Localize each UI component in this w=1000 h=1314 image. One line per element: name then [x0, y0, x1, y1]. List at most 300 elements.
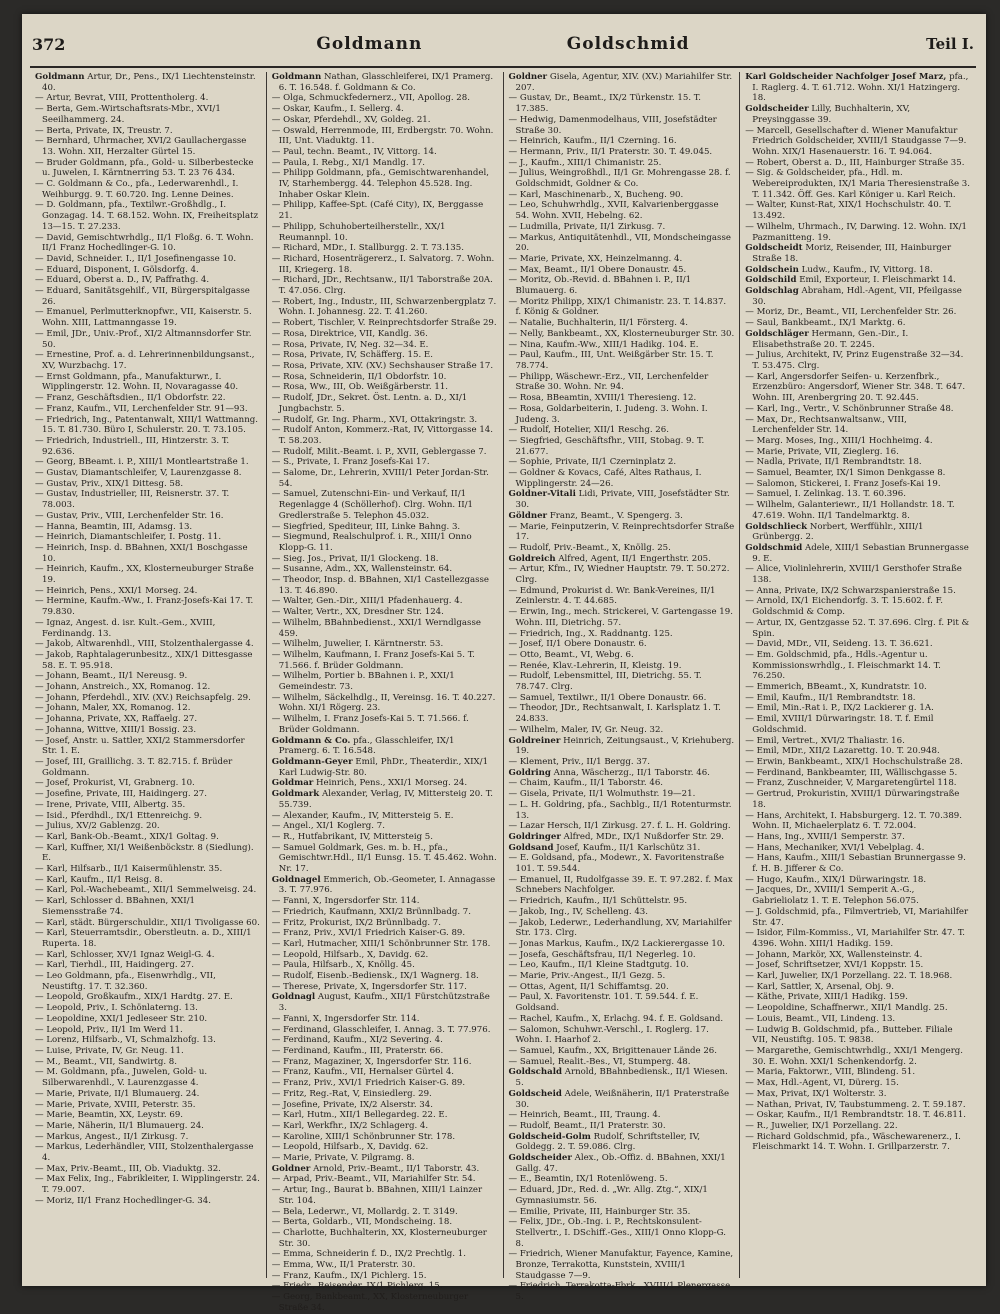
directory-entry [272, 650, 498, 671]
entry-details: — Alice, Violinlehrerin, XVIII/1 Gersthofer Straße 138. [745, 564, 962, 586]
directory-entry [745, 1100, 971, 1111]
entry-details: — Bruder Goldmann, pfa., Gold- u. Silberbestecke u. Juwelen, I. Kärntnerring 53. T. 23 76 434. [35, 157, 254, 179]
directory-entry [272, 1228, 498, 1249]
entry-details: — Hermann, Priv., II/1 Praterstr. 30. T. 49.045. [508, 146, 713, 157]
entry-details: — Ludmilla, Private, II/1 Zirkusg. 7. [508, 221, 666, 232]
directory-entry [272, 340, 498, 351]
entry-details: — R., Hutfabrikant, IV, Mittersteig 5. [271, 831, 434, 842]
directory-entry [745, 72, 971, 104]
directory-entry [35, 885, 261, 896]
directory-entry [509, 832, 735, 843]
entry-details: — Josef, Schriftsetzer, XVI/1 Koppstr. 15. [745, 960, 924, 971]
entry-details: — Leopold, Priv., I. Schönlaterng. 13. [35, 1003, 198, 1014]
directory-entry [35, 1164, 261, 1175]
entry-details: — M., Beamt., VII, Sandwirtg. 8. [35, 1056, 177, 1067]
entry-details: — Karoline, XIII/1 Schönbrunner Str. 178. [271, 1131, 456, 1142]
entry-details: — Karl, städt. Bürgerschuldir., XII/1 Tivoligasse 60. [35, 917, 260, 928]
entry-details: — Leo, Schuhwrhdlg., XVII, Kalvarienberggasse 54. Wohn. XVII, Hebelng. 62. [508, 200, 719, 222]
entry-details: — Emil, Vertret., XVI/2 Thaliastr. 16. [745, 735, 905, 746]
directory-entry [272, 843, 498, 875]
entry-details: — Rudolf, Gr. Ing. Pharm., XVI, Ottakringstr. 3. [271, 414, 478, 425]
directory-entry [509, 1110, 735, 1121]
entry-details: — Karl, Juwelier, IX/1 Porzellang. 22. T. 18.968. [745, 971, 953, 982]
entry-details: — Karl, Steuerramtsdir., Oberstleutn. a. D., XIII/1 Ruperta. 18. [35, 928, 252, 949]
entry-details: — Philipp, Kaffee-Spt. (Café City), IX, Berggasse 21. [271, 200, 484, 222]
entry-details: — Artur, Kfm., IV, Wiedner Hauptstr. 79. T. 50.272. Clrg. [508, 564, 730, 586]
entry-details: — Heinrich, Diamantschleifer, I. Postg. 11. [35, 532, 222, 543]
entry-details: — Ignaz, Angest. d. isr. Kult.-Gem., XVIII, Ferdinandg. 13. [35, 617, 216, 639]
directory-entry [35, 800, 261, 811]
entry-details: — Marie, Feinputzerin, V. Reinprechtsdorfer Straße 17. [508, 521, 735, 543]
directory-entry [509, 158, 735, 169]
directory-entry [745, 1046, 971, 1067]
directory-entry [35, 928, 261, 949]
entry-surname: Goldmark [271, 789, 320, 800]
entry-details: — Karl, Pol.-Wachebeamt., XII/1 Semmelweisg. 24. [35, 885, 257, 896]
entry-details: — Samuel, Realit.-Bes., VI, Stumperg. 48. [508, 1056, 691, 1067]
entry-details: — Walter, Gen.-Dir., XIII/1 Pfadenhauerg. 4. [271, 596, 463, 607]
directory-entry [35, 564, 261, 585]
entry-details: — Samuel, Textilwr., II/1 Obere Donaustr. 66. [508, 692, 707, 703]
directory-entry [509, 736, 735, 757]
entry-details: — Friedr., Reisender, IX/1 Pichlerg. 15. [271, 1281, 443, 1292]
directory-entry [272, 875, 498, 896]
directory-entry [745, 928, 971, 949]
directory-entry [745, 543, 971, 564]
entry-details: Alex., Ob.-Offiz. d. BBahnen, XXI/1 Gallg. 47. [515, 1153, 726, 1174]
directory-entry [272, 832, 498, 843]
entry-details: — Goldner & Kovacs, Café, Altes Rathaus, I. Wipplingerstr. 24—26. [508, 468, 702, 489]
entry-surname: Goldner [508, 72, 548, 82]
entry-details: — Hans, Mechaniker, XVI/1 Vebelplag. 4. [745, 842, 925, 853]
directory-entry [35, 72, 261, 93]
entry-details: — Wilhelm, Kaufmann, I. Franz Josefs-Kai 5. T. 71.566. f. Brüder Goldmann. [271, 649, 475, 671]
directory-entry [35, 1046, 261, 1057]
directory-entry [272, 1174, 498, 1185]
directory-entry [745, 200, 971, 221]
directory-entry [35, 736, 261, 757]
directory-entry [35, 586, 261, 597]
entry-details: — Julius, Weingroßhdl., II/1 Gr. Mohrengasse 28. f. Goldschmidt, Goldner & Co. [508, 168, 731, 190]
directory-entry [509, 982, 735, 993]
entry-details: — Wilhelm, I. Franz Josefs-Kai 5. T. 71.566. f. Brüder Goldmann. [271, 714, 469, 735]
entry-details: — Leopoldine, Schaffnerwr., XII/1 Mandlg. 25. [745, 1003, 948, 1014]
entry-details: — Karl, Tierhdl., III, Haidingerg. 27. [35, 960, 194, 971]
entry-details: — Moritz, Ob.-Revid. d. BBahnen i. P., II/1 Blumauerg. 6. [508, 275, 692, 297]
entry-details: — Wilhelm, Juwelier, I. Kärntnerstr. 53. [271, 639, 444, 650]
entry-details: — Sophie, Private, II/1 Czerninplatz 2. [508, 457, 677, 468]
entry-details: — Erwin, Ing., mech. Strickerei, V. Gartengasse 19. Wohn. III, Dietrichg. 57. [508, 607, 733, 628]
directory-entry [509, 778, 735, 789]
directory-entry [35, 703, 261, 714]
directory-entry [35, 329, 261, 350]
directory-entry [509, 1185, 735, 1206]
entry-details: — Arpad, Priv.-Beamt., VII, Mariahilfer Str. 54. [271, 1174, 476, 1185]
entry-details: — Salomon, Schuhwr.-Verschl., I. Roglerg. 17. Wohn. I. Haarhof 2. [508, 1024, 709, 1046]
directory-entry [745, 618, 971, 639]
directory-entry [745, 596, 971, 617]
entry-details: — Rosa, Schneiderin, II/1 Obdorfstr. 10. [271, 371, 447, 382]
entry-details: — Jakob, Raphtalagerunbesitz., XIX/1 Dittesgasse 58. E. T. 95.918. [35, 649, 253, 671]
entry-details: — Walter, Vertr., XX, Dresdner Str. 124. [271, 607, 444, 618]
entry-details: — Emil, MDr., XII/2 Lazarettg. 10. T. 20.948. [745, 746, 940, 757]
directory-entry [272, 1057, 498, 1068]
entry-details: — L. H. Goldring, pfa., Sachblg., II/1 Rotenturmstr. 13. [508, 799, 732, 821]
directory-entry [509, 843, 735, 854]
entry-details: — David, Schneider. I., II/1 Josefinengasse 10. [35, 253, 237, 264]
entry-details: — Karl, Hilfsarb., II/1 Kaisermühlenstr. 35. [35, 864, 223, 875]
directory-entry [272, 425, 498, 446]
directory-entry [272, 1142, 498, 1153]
entry-details: — Karl, Sattler, X, Arsenal, Obj. 9. [745, 981, 894, 992]
entry-details: — Friedrich, Kaufm., II/1 Schüttelstr. 95. [508, 896, 688, 907]
entry-details: — Rudolf, Eisenb.-Bediensk., IX/1 Wagnerg. 18. [271, 971, 479, 982]
entry-surname: Goldscheidt [745, 243, 803, 254]
directory-entry [35, 275, 261, 286]
directory-entry [272, 811, 498, 822]
directory-entry [35, 596, 261, 617]
entry-details: — Rosa, Direktrice, VII, Kandlg. 36. [271, 328, 428, 339]
directory-entry [745, 307, 971, 318]
directory-entry [745, 489, 971, 500]
directory-entry [272, 596, 498, 607]
column-1 [30, 72, 267, 1278]
entry-details: — Heinrich, Kaufm., XX, Klosterneuburger Straße 19. [35, 564, 254, 586]
directory-entry [272, 1121, 498, 1132]
directory-entry [745, 950, 971, 961]
entry-surname: Goldsand [508, 842, 554, 853]
entry-details: — Josef, II/1 Obere Donaustr. 6. [508, 639, 647, 650]
entry-details: — Jonas Markus, Kaufm., IX/2 Lackierergasse 10. [508, 938, 726, 949]
running-head-left: Goldmann [316, 34, 423, 54]
entry-details: — Hedwig, Damenmodelhaus, VIII, Josefstädter Straße 30. [508, 114, 717, 136]
entry-details: — Hans, Architekt, I. Habsburgerg. 12. T. 70.389. Wohn. II, Michaelerplatz 6. T. 72.004. [745, 810, 962, 832]
directory-entry [509, 393, 735, 404]
entry-details: — Karl, Bank-Ob.-Beamt., XIX/1 Goltag. 9. [35, 831, 219, 842]
directory-entry [35, 479, 261, 490]
directory-entry [272, 1014, 498, 1025]
directory-entry [35, 307, 261, 328]
directory-entry [272, 168, 498, 200]
entry-details: — Nadla, Private, II/1 Rembrandtstr. 18. [745, 457, 922, 468]
directory-entry [272, 939, 498, 950]
entry-details: — Johanna, Wittve, XIII/1 Bossig. 23. [35, 724, 197, 735]
entry-details: — Ludwig B. Goldschmid, pfa., Butteber. Filiale VII, Neustiftg. 105. T. 9838. [745, 1024, 953, 1046]
entry-surname: Goldmann [271, 72, 322, 82]
entry-details: — Irene, Private, VIII, Albertg. 35. [35, 799, 186, 810]
entry-details: — Josef, Anstr. u. Sattler, XXI/2 Stammersdorfer Str. 1. E. [35, 735, 245, 757]
entry-surname: Goldschlieck [745, 521, 808, 532]
entry-details: — Richard, JDr., Rechtsanw., II/1 Taborstraße 20A. T. 47.056. Clrg. [271, 275, 493, 297]
entry-details: Heinrich, Zeitungsaust., V, Kriehuberg. 19. [515, 735, 735, 757]
entry-details: — Markus, Antiquitätenhdl., VII, Mondscheingasse 20. [508, 232, 731, 254]
directory-entry [35, 1035, 261, 1046]
entry-details: — Franz, Kaufm., IX/1 Pichlerg. 15. [271, 1270, 427, 1281]
entry-details: — Rosa, Goldarbeiterin, I. Judeng. 3. Wohn. I. Judeng. 3. [508, 403, 708, 425]
entry-surname: Goldmann & Co. [271, 735, 351, 746]
directory-entry [745, 1003, 971, 1014]
entry-details: — Heinrich, Insp. d. BBahnen, XXI/1 Boschgasse 10. [35, 542, 248, 564]
entry-details: — Saul, Bankbeamt., IX/1 Marktg. 6. [745, 318, 906, 329]
entry-details: — Rosa, Private, XIV. (XV.) Sechshauser Straße 17. [271, 360, 494, 371]
entry-details: — Leo Goldmann, pfa., Eisenwrhdlg., VII, Neustiftg. 17. T. 32.360. [35, 971, 216, 992]
entry-details: — Gisela, Private, II/1 Wolmuthstr. 19—21. [508, 789, 696, 800]
entry-details: — Marie, Private, XX, Heinzelmanng. 4. [508, 253, 683, 264]
directory-entry [745, 265, 971, 276]
directory-entry [35, 372, 261, 393]
entry-surname: Goldschmid [745, 542, 803, 553]
directory-entry [509, 115, 735, 136]
directory-entry [509, 436, 735, 457]
directory-entry [35, 896, 261, 917]
entry-details: — Olga, Schmuckfedernerz., VII, Apollog. 28. [271, 93, 470, 104]
entry-details: — Julius, Architekt, IV, Prinz Eugenstraße 32—34. T. 53.475. Clrg. [745, 350, 964, 371]
directory-entry [745, 703, 971, 714]
directory-entry [745, 1014, 971, 1025]
directory-entry [35, 714, 261, 725]
entry-details: — Lorenz, Hilfsarb., VI, Schmalzhofg. 13. [35, 1035, 216, 1046]
entry-details: pfa., Glasschleifer, IX/1 Pramerg. 6. T. 16.548. [278, 735, 455, 757]
directory-entry [745, 564, 971, 585]
directory-entry [509, 1174, 735, 1185]
entry-details: — Rosa, BBeamtin, XVIII/1 Theresieng. 12. [508, 393, 697, 404]
directory-entry [745, 275, 971, 286]
entry-details: — Friedrich, Wiener Manufaktur, Fayence, Kamine, Bronze, Terrakotta, Kunststein, XVIII/1 Staudgasse 7—9. [508, 1249, 734, 1281]
directory-entry [35, 93, 261, 104]
directory-entry [509, 318, 735, 329]
entry-details: — Ernst Goldmann, pfa., Manufakturwr., I. Wipplingerstr. 12. Wohn. II, Novaragasse 40. [35, 371, 239, 393]
entry-details: — Ferdinand, Kaufm., XI/2 Severing. 4. [271, 1035, 443, 1046]
entry-details: — Paula, Hilfsarb., X, Knöllg. 45. [271, 960, 415, 971]
entry-details: — Therese, Private, X, Ingersdorfer Str. 117. [271, 981, 467, 992]
entry-details: Alexander, Verlag, IV, Mittersteig 20. T. 55.739. [278, 789, 493, 810]
directory-entry [509, 1121, 735, 1132]
entry-surname: Goldner-Vitali [508, 489, 576, 500]
entry-details: — Oswald, Herrenmode, III, Erdbergstr. 70. Wohn. III, Unt. Viaduktg. 11. [271, 125, 494, 147]
directory-entry [35, 233, 261, 254]
entry-details: — Theodor, Insp. d. BBahnen, XI/1 Castellezgasse 13. T. 46.890. [271, 575, 489, 596]
entry-details: — Susanne, Adm., XX, Wallensteinstr. 64. [271, 564, 453, 575]
entry-details: — Johann, Anstreich., XX, Romanog. 12. [35, 682, 211, 693]
directory-entry [745, 746, 971, 757]
directory-entry [272, 350, 498, 361]
directory-entry [35, 757, 261, 778]
directory-page [22, 14, 986, 1313]
entry-surname: Goldscheid [508, 1088, 562, 1099]
entry-details: — Samuel, Beamter, IX/1 Simon Denkgasse 8. [745, 468, 946, 479]
entry-details: — Maria, Faktorwr., VIII, Blindeng. 51. [745, 1067, 916, 1078]
directory-entry [35, 618, 261, 639]
entry-details: — Franz, Kaufm., VII, Hernalser Gürtel 4. [271, 1067, 455, 1078]
directory-entry [35, 1025, 261, 1036]
entry-details: — Heinrich, Kaufm., II/1 Czerning. 16. [508, 136, 677, 147]
directory-entry [745, 650, 971, 682]
directory-entry [35, 725, 261, 736]
directory-entry [745, 811, 971, 832]
entry-details: Lilly, Buchhalterin, XV, Preysinggasse 39. [752, 104, 911, 125]
directory-entry [35, 489, 261, 510]
directory-entry [35, 682, 261, 693]
directory-entry [272, 200, 498, 221]
directory-entry [272, 960, 498, 971]
entry-details: — Josefine, Private, III, Haidingerg. 27. [35, 789, 208, 800]
entry-details: Nathan, Glasschleiferei, IX/1 Pramerg. 6. T. 16.548. f. Goldmann & Co. [278, 72, 494, 93]
entry-details: Heinrich, Pens., XXI/1 Morseg. 24. [316, 778, 468, 789]
directory-entry [509, 425, 735, 436]
directory-entry [509, 340, 735, 351]
directory-entry [272, 522, 498, 533]
entry-details: — Emma, Schneiderin f. D., IX/2 Prechtlg. 1. [271, 1249, 466, 1260]
directory-entry [509, 222, 735, 233]
entry-details: — Hugo, Kaufm., XIX/1 Dürwaringstr. 18. [745, 874, 927, 885]
entry-details: — Emanuel, II, Rudolfgasse 39. E. T. 97.282. f. Max Schnebers Nachfolger. [508, 874, 733, 896]
entry-details: — Sieg. Jos., Privat, II/1 Glockeng. 18. [271, 553, 439, 564]
entry-details: — Georg, BBeamt. i. P., XIII/1 Montleartstraße 1. [35, 457, 249, 468]
directory-entry [272, 1164, 498, 1175]
entry-details: — Emil, Min.-Rat i. P., IX/2 Lackierer g. 1A. [745, 703, 934, 714]
directory-entry [35, 158, 261, 179]
directory-entry [272, 1132, 498, 1143]
directory-entry [745, 714, 971, 735]
directory-entry [509, 639, 735, 650]
directory-entry [745, 436, 971, 447]
entry-details: — Margarethe, Gemischtwrhdlg., XXI/1 Mengerg. 30. E. Wohn. XXI/1 Schenkendorfg. 2. [745, 1045, 964, 1067]
entry-details: — Karl, Hutmacher, XIII/1 Schönbrunner Str. 178. [271, 938, 491, 949]
entry-details: — Karl, Ing., Vertr., V. Schönbrunner Straße 48. [745, 403, 954, 414]
directory-entry [745, 885, 971, 906]
directory-entry [272, 564, 498, 575]
entry-details: — Eduard, Disponent, I. Gölsdorfg. 4. [35, 264, 199, 275]
entry-details: — Eduard, Oberst a. D., IV, Paffrathg. 4. [35, 275, 210, 286]
directory-entry [35, 179, 261, 200]
directory-entry [272, 1025, 498, 1036]
entry-surname: Goldner [271, 1163, 311, 1174]
entry-details: — Julius, XV/2 Gablenzg. 20. [35, 821, 160, 832]
directory-entry [745, 350, 971, 371]
directory-entry [745, 286, 971, 307]
entry-details: Gisela, Agentur, XIV. (XV.) Mariahilfer Str. 207. [515, 72, 733, 93]
directory-entry [35, 1003, 261, 1014]
entry-details: — E., Beamtin, IX/1 Rotenlöweng. 5. [508, 1174, 668, 1185]
directory-entry [745, 500, 971, 521]
directory-entry [509, 939, 735, 950]
entry-surname: Goldscheid-Golm [508, 1131, 591, 1142]
entry-details: Emil, PhDr., Theaterdir., XIX/1 Karl Ludwig-Str. 80. [278, 757, 489, 778]
entry-details: August, Kaufm., XII/1 Fürstchützstraße 3. [278, 992, 490, 1014]
directory-entry [272, 1035, 498, 1046]
entry-details: — Marie, Private, II/1 Blumauerg. 24. [35, 1088, 200, 1099]
directory-entry [35, 1057, 261, 1068]
entry-details: — J. Goldschmid, pfa., Filmvertrieb, VI, Mariahilfer Str. 47. [745, 906, 969, 928]
directory-entry [509, 1046, 735, 1057]
directory-entry [272, 415, 498, 426]
directory-entry [509, 586, 735, 607]
entry-details: — Eduard, Sanitätsgehilf., VII, Bürgerspitalgasse 26. [35, 286, 250, 307]
entry-details: — Lazar Hersch, II/1 Zirkusg. 27. f. L. H. Goldring. [508, 821, 731, 832]
entry-details: — Angel., XI/1 Koglerg. 7. [271, 821, 385, 832]
directory-entry [35, 457, 261, 468]
entry-details: — Anna, Private, IX/2 Schwarzspanierstraße 15. [745, 585, 956, 596]
entry-surname: Goldschläger [745, 328, 809, 339]
entry-details: — Heinrich, Beamt., III, Traung. 4. [508, 1110, 661, 1121]
directory-entry [272, 1217, 498, 1228]
directory-entry [35, 511, 261, 522]
directory-entry [509, 404, 735, 425]
directory-entry [272, 671, 498, 692]
directory-entry [35, 436, 261, 457]
entry-details: — Eduard, JDr., Red. d. „Wr. Allg. Ztg.“, XIX/1 Gymnasiumstr. 56. [508, 1185, 708, 1206]
entry-details: — Sig. & Goldscheider, pfa., Hdl. m. Webereiprodukten, IX/1 Maria Theresienstraße 3. T. 11.342. Öff. Ges. Karl Königer u. Karl Reich. [745, 168, 970, 200]
entry-details: Alfred, Agent, II/1 Engerthstr. 205. [558, 553, 711, 564]
directory-entry [272, 532, 498, 553]
directory-entry [509, 1249, 735, 1281]
entry-details: — Paul, techn. Beamt., IV, Vittorg. 14. [271, 146, 437, 157]
entry-details: Arnold, Priv.-Beamt., II/1 Taborstr. 43. [313, 1163, 480, 1174]
directory-entry [272, 1249, 498, 1260]
entry-details: — Emil, XVIII/1 Dürwaringstr. 18. T. f. Emil Goldschmid. [745, 714, 934, 735]
entry-details: — Karl, Werkfhr., IX/2 Schlagerg. 4. [271, 1120, 429, 1131]
entry-details: — Josef, Prokurist, VI, Grabnerg. 10. [35, 778, 195, 789]
entry-details: — Marie, Beamtin, XX, Leystr. 69. [35, 1110, 184, 1121]
entry-details: — Leopold, Priv., II/1 Im Werd 11. [35, 1024, 183, 1035]
directory-entry [272, 1067, 498, 1078]
directory-entry [272, 821, 498, 832]
entry-details: — Wilhelm, BBahnbedienst., XXI/1 Werndlgasse 459. [271, 617, 481, 639]
directory-entry [745, 832, 971, 843]
directory-entry [35, 1067, 261, 1088]
entry-details: — Richard, MDr., I. Stallburgg. 2. T. 73.135. [271, 243, 464, 254]
entry-details: — Karl, Angersdorfer Seifen- u. Kerzenfbrk., Erzenzbüro: Angersdorf, Wiener Str. 348. T. 647. Wohn. III, Arenbergring 20. T. 92.445. [745, 371, 966, 404]
directory-entry [35, 778, 261, 789]
directory-entry [745, 1025, 971, 1046]
directory-entry [272, 918, 498, 929]
directory-entry [272, 382, 498, 393]
directory-entry [35, 1089, 261, 1100]
directory-entry [745, 757, 971, 768]
entry-details: — Emilie, Private, III, Hainburger Str. 35. [508, 1206, 691, 1217]
directory-entry [509, 72, 735, 93]
entry-details: — Gertrud, Prokuristin, XVIII/1 Dürwaringstraße 18. [745, 789, 960, 810]
entry-surname: Goldmann [35, 72, 85, 82]
directory-entry [745, 479, 971, 490]
directory-entry [272, 104, 498, 115]
entry-details: Josef, Kaufm., II/1 Karlschütz 31. [556, 842, 701, 853]
directory-entry [745, 329, 971, 350]
directory-entry [272, 1046, 498, 1057]
entry-details: — Samuel, Kaufm., XX, Brigittenauer Lände 26. [508, 1045, 718, 1056]
directory-entry [35, 254, 261, 265]
entry-details: — Berta, Gem.-Wirtschaftsrats-Mbr., XVI/1 Seeilhammerg. 24. [35, 104, 221, 125]
entry-details: — Artur, Ing., Baurat b. BBahnen, XIII/1 Lainzer Str. 104. [271, 1185, 483, 1206]
entry-details: — Rudolf Anton, Kommerz.-Rat, IV, Vittorgasse 14. T. 58.203. [271, 425, 493, 446]
directory-entry [35, 532, 261, 543]
directory-entry [509, 468, 735, 489]
directory-entry [509, 693, 735, 704]
directory-entry [745, 789, 971, 810]
entry-details: — Alexander, Kaufm., IV, Mittersteig 5. E. [271, 810, 454, 821]
entry-details: — Leopold, Hilfsarb., X, Davidg. 62. [271, 1142, 429, 1153]
entry-details: — Moriz, Dr., Beamt., VII, Lerchenfelder Str. 26. [745, 307, 957, 318]
directory-entry [745, 1110, 971, 1121]
entry-details: — Emma, Ww., II/1 Praterstr. 30. [271, 1260, 416, 1271]
directory-entry [35, 1132, 261, 1143]
entry-details: — Leopold, Hilfsarb., X, Davidg. 62. [271, 949, 429, 960]
directory-entry [509, 757, 735, 768]
directory-entry [272, 468, 498, 489]
directory-entry [745, 447, 971, 458]
directory-entry [745, 982, 971, 993]
directory-entry [745, 971, 971, 982]
